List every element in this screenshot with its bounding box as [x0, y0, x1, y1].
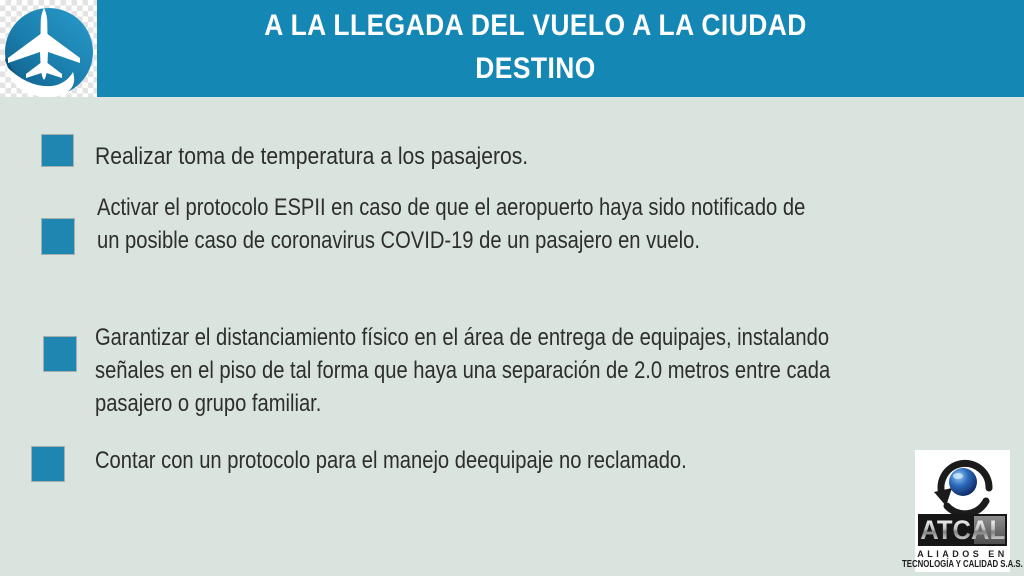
atcal-tagline-aliados: ALIADOS EN: [917, 549, 1008, 559]
bullet-text-line: pasajero o grupo familiar.: [95, 390, 322, 417]
bullet-item: [95, 321, 970, 420]
bullet-item: [97, 191, 940, 257]
atcal-logo: [902, 450, 1023, 572]
bullet-text-line: Activar el protocolo ESPII en caso de que el aeropuerto haya sido notificado de: [97, 194, 806, 221]
bullet-square-icon: [31, 446, 65, 482]
atcal-tagline-tecnologia: TECNOLOGÍA Y CALIDAD S.A.S.: [902, 559, 1023, 570]
airplane-icon: [0, 0, 97, 97]
atcal-wordmark-bar: [918, 514, 1007, 546]
page-title: [97, 4, 974, 90]
bullet-square-icon: [43, 336, 77, 372]
bullet-text-line: señales en el piso de tal forma que haya una separación de 2.0 metros entre cada: [95, 357, 831, 384]
bullet-item: [95, 140, 587, 173]
bullet-text-line: un posible caso de coronavirus COVID-19 de un pasajero en vuelo.: [97, 227, 700, 254]
eye-orbit-icon: [925, 452, 1000, 514]
bullet-text-line: Realizar toma de temperatura a los pasajeros.: [95, 143, 529, 170]
bullet-square-icon: [41, 218, 75, 255]
slide-title-line-1: A LA LLEGADA DEL VUELO A LA CIUDAD: [264, 9, 807, 42]
airline-plane-logo: [0, 0, 97, 97]
slide-title-line-2: DESTINO: [475, 52, 596, 85]
bullet-square-icon: [41, 134, 74, 167]
atcal-wordmark: ATCAL: [920, 515, 1006, 545]
bullet-text-line: Garantizar el distanciamiento físico en el área de entrega de equipajes, instalando: [95, 324, 830, 351]
bullet-item: [95, 444, 799, 477]
bullet-text-line: Contar con un protocolo para el manejo deequipaje no reclamado.: [95, 447, 687, 474]
slide-header: [97, 0, 1024, 97]
